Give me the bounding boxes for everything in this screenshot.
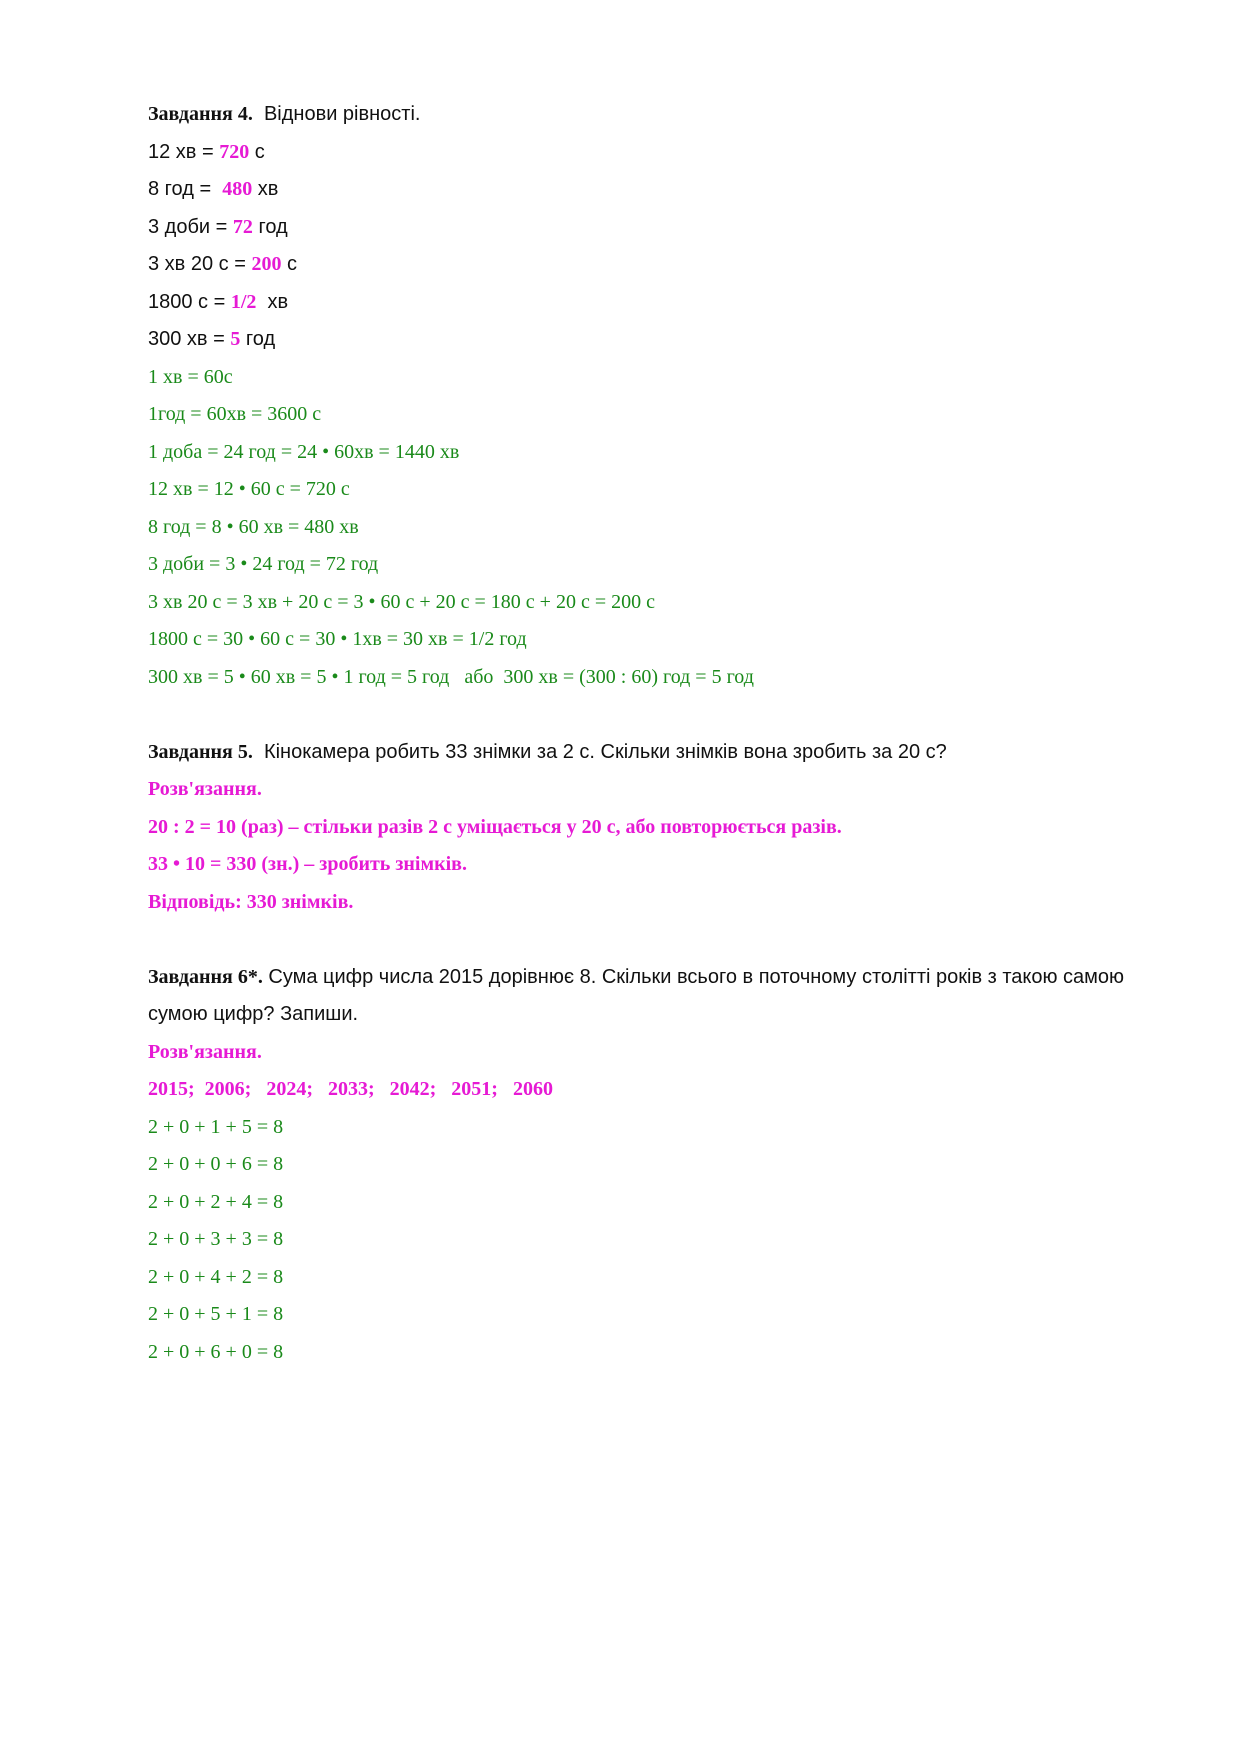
equation (148, 209, 1148, 247)
digit-sum-line: 2 + 0 + 4 + 2 = 8 (148, 1265, 284, 1288)
solution-step: 20 : 2 = 10 (раз) – стільки разів 2 с уміщається у 20 с, або повторюється разів. (148, 815, 842, 838)
document-page (148, 96, 1148, 1371)
equation (148, 284, 1148, 322)
solution-line: 1 хв = 60с (148, 365, 233, 388)
equation-unit: год (252, 215, 288, 238)
digit-sum-line: 2 + 0 + 1 + 5 = 8 (148, 1115, 284, 1138)
equation-unit: хв (256, 290, 289, 313)
solution-line: 300 хв = 5 • 60 хв = 5 • 1 год = 5 год або 300 хв = (300 : 60) год = 5 год (148, 665, 754, 688)
equation-answer: 200 (251, 253, 282, 275)
equation (148, 171, 1148, 209)
task-5-heading: Завдання 5. (148, 740, 253, 763)
solution-line: 8 год = 8 • 60 хв = 480 хв (148, 515, 359, 538)
equation-left: 1800 с = (148, 290, 231, 313)
equation (148, 134, 1148, 172)
spacer (148, 696, 1148, 734)
equation-left: 3 доби = (148, 215, 233, 238)
answer-line: Відповідь: 330 знімків. (148, 890, 354, 913)
solution-line: 12 хв = 12 • 60 с = 720 с (148, 478, 350, 500)
solution-line: 1год = 60хв = 3600 с (148, 403, 322, 425)
equation-unit: с (281, 253, 298, 275)
task-4 (148, 96, 1148, 696)
equation-answer: 720 (219, 140, 250, 163)
task-5-text: Кінокамера робить 33 знімки за 2 с. Скільки знімків вона зробить за 20 с? (252, 740, 947, 763)
task-4-title (148, 96, 1148, 134)
equation-unit: хв (252, 178, 279, 200)
task-6-text: Сума цифр числа 2015 дорівнює 8. Скільки всього в поточному столітті років з такою самою сумою цифр? Запиши. (148, 965, 1125, 1025)
equation-left: 8 год = (148, 178, 223, 200)
solution-label: Розв'язання. (148, 778, 262, 800)
solution-line: 3 доби = 3 • 24 год = 72 год (148, 553, 379, 575)
digit-sum-line: 2 + 0 + 3 + 3 = 8 (148, 1228, 284, 1250)
task-5 (148, 734, 1148, 922)
digit-sum-line: 2 + 0 + 2 + 4 = 8 (148, 1190, 284, 1213)
equation-answer: 5 (230, 328, 241, 350)
task-6-heading: Завдання 6*. (148, 965, 263, 988)
years-list: 2015; 2006; 2024; 2033; 2042; 2051; 2060 (148, 1078, 553, 1100)
digit-sum-line: 2 + 0 + 6 + 0 = 8 (148, 1340, 284, 1363)
equation-answer: 1/2 (230, 290, 257, 313)
task-4-heading: Завдання 4. (148, 103, 253, 125)
solution-line: 3 хв 20 с = 3 хв + 20 с = 3 • 60 с + 20 с = 180 с + 20 с = 200 с (148, 590, 655, 613)
solution-line: 1800 с = 30 • 60 с = 30 • 1хв = 30 хв = 1/2 год (148, 628, 527, 650)
task-6 (148, 959, 1148, 1372)
equation-left: 3 хв 20 с = (148, 253, 252, 275)
solution-label: Розв'язання. (148, 1040, 262, 1063)
spacer (148, 921, 1148, 959)
equation-answer: 72 (232, 215, 253, 238)
equation-unit: год (240, 328, 276, 350)
digit-sum-line: 2 + 0 + 0 + 6 = 8 (148, 1153, 284, 1175)
solution-line: 1 доба = 24 год = 24 • 60хв = 1440 хв (148, 440, 460, 463)
equation-unit: с (249, 140, 265, 163)
equation (148, 321, 1148, 359)
equation-left: 300 хв = (148, 328, 231, 350)
solution-step: 33 • 10 = 330 (зн.) – зробить знімків. (148, 853, 467, 875)
digit-sum-line: 2 + 0 + 5 + 1 = 8 (148, 1303, 284, 1325)
task-4-text: Віднови рівності. (252, 103, 421, 125)
task-6-title (148, 959, 1148, 1034)
equation-answer: 480 (222, 178, 253, 200)
equation (148, 246, 1148, 284)
task-5-title (148, 734, 1148, 772)
equation-left: 12 хв = (148, 140, 220, 163)
